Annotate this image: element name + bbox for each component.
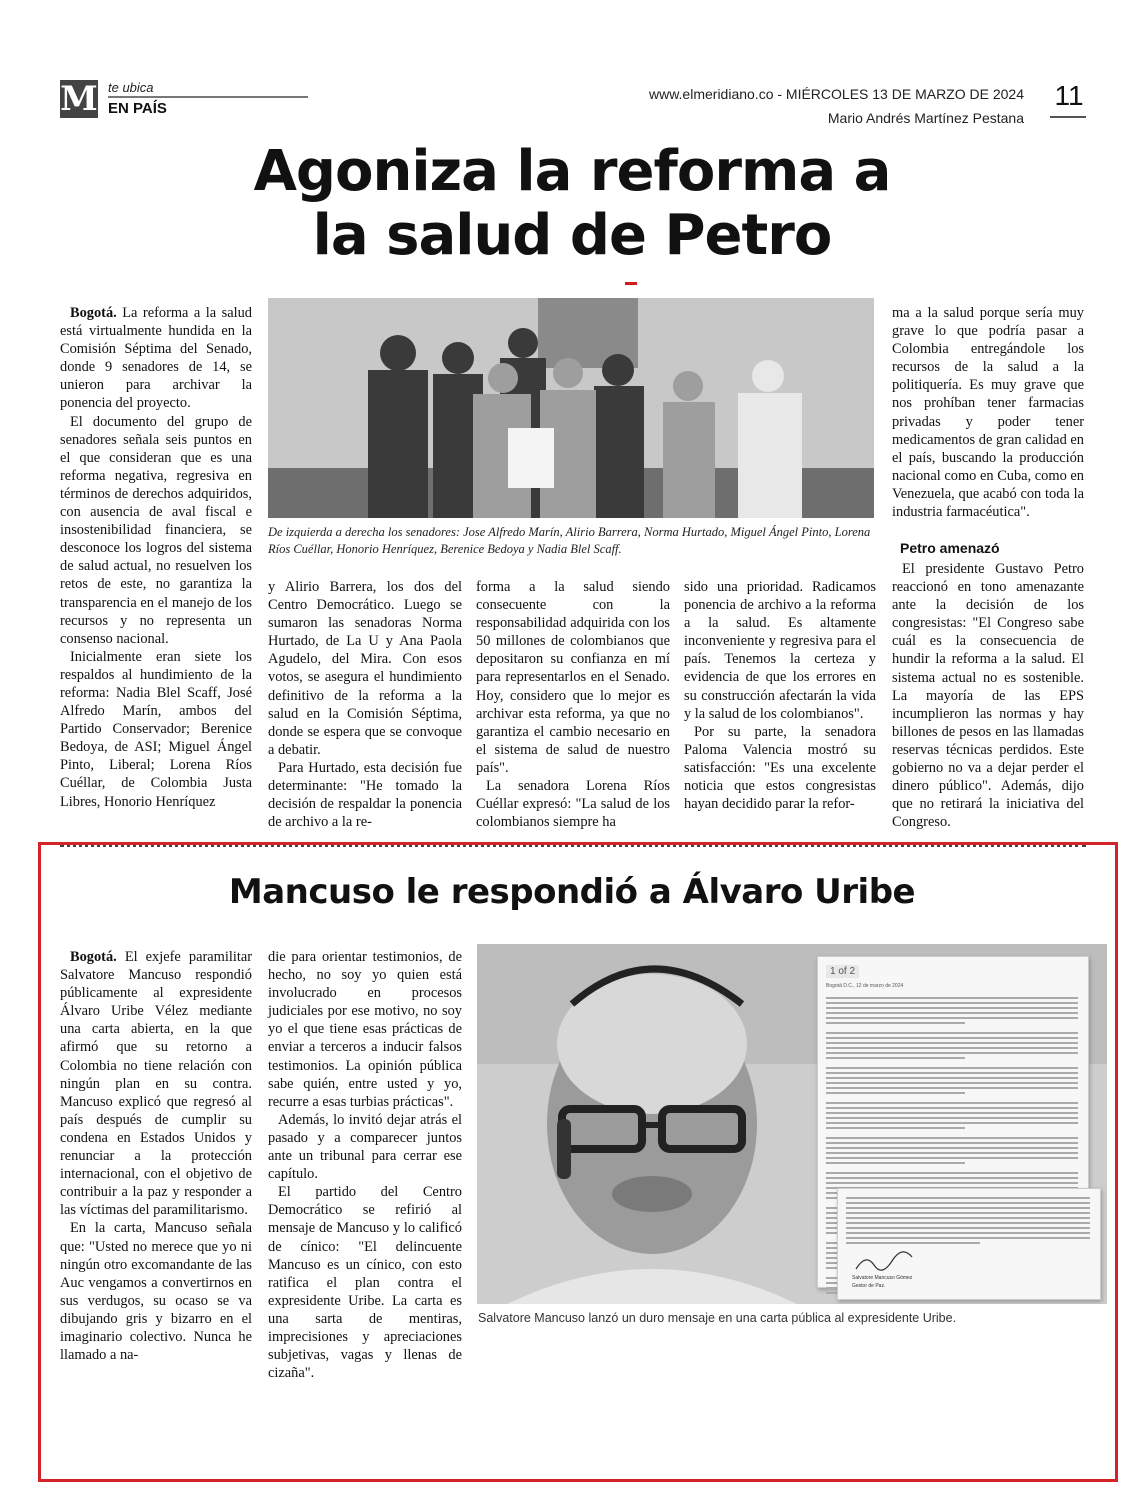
- paragraph: [476, 777, 670, 831]
- article2-column-2: [268, 948, 462, 1382]
- paragraph: [684, 723, 876, 813]
- letter-line: [826, 1142, 1078, 1144]
- letter-line: [826, 1107, 1078, 1109]
- letter-line: [826, 1152, 1078, 1154]
- letter-line: [826, 1082, 1078, 1084]
- signature-scribble: [854, 1251, 914, 1273]
- headline-line-1: Agoniza la reforma a: [253, 139, 891, 204]
- letter-signature-role: Gestor de Paz.: [852, 1283, 886, 1289]
- paragraph-text: y Alirio Barrera, los dos del Centro Democrático. Luego se sumaron las senadoras Norma Hurtado, de La U y Ana Paola Agudelo, del Mira. Con esos votos, se asegura el hundimiento definitivo de la reforma a la salud en la Comisión Séptima, donde se espera que se convoque a debatir.: [268, 579, 462, 758]
- letter-line: [826, 1002, 1078, 1004]
- mancuso-headline: Mancuso le respondió a Álvaro Uribe: [228, 872, 916, 912]
- letter-line: [826, 1102, 1078, 1104]
- dateline-lead: Bogotá.: [70, 949, 117, 965]
- paragraph-text: La reforma a la salud está virtualmente hundida en la Comisión Séptima del Senado, donde 9 senadores de 14, se unieron para archivar la ponencia del proyecto.: [60, 305, 252, 412]
- mancuso-photo: [477, 944, 1107, 1304]
- letter-line: [826, 1177, 1078, 1179]
- letter-line: [826, 1137, 1078, 1139]
- article2-column-1: [60, 948, 252, 1364]
- page-number: 11: [1054, 80, 1084, 111]
- headline-line-2: la salud de Petro: [312, 203, 832, 268]
- letter-line: [826, 1127, 965, 1129]
- letter-line: [826, 1157, 1078, 1159]
- section-name: EN PAÍS: [108, 100, 167, 117]
- letter-line: [826, 1052, 1078, 1054]
- paragraph-text: Inicialmente eran siete los respaldos al hundimiento de la reforma: Nadia Blel Scaff, José Alfredo Marín, ambos del Partido Conservador; Berenice Bedoya, de ASI; Miguel Ángel Pinto, Liberal; Lorena Ríos Cuéllar, de Colombia Justa Libres, Honorio Henríquez: [60, 648, 252, 810]
- paragraph: [268, 1183, 462, 1382]
- letter-line: [826, 1047, 1078, 1049]
- dateline-lead: Bogotá.: [70, 305, 117, 321]
- paragraph: [60, 1219, 252, 1364]
- paragraph: [892, 304, 1084, 521]
- letter-line: [826, 1122, 1078, 1124]
- letter-line: [826, 1022, 965, 1024]
- paragraph-text: El exjefe paramilitar Salvatore Mancuso respondió públicamente al expresidente Álvaro Uribe Vélez mediante una carta abierta, en la que afirmó que su retorno a Colombia no tiene relación con ningún plan en su contra. Mancuso explicó que regresó al país después de cumplir su condena en Estados Unidos y renunciar a la protección internacional, con el objetivo de contribuir a la paz y responder a las víctimas del paramilitarismo.: [60, 949, 252, 1219]
- letter-line: [846, 1207, 1090, 1209]
- letter-line: [846, 1197, 1090, 1199]
- senators-photo-image: [268, 298, 874, 518]
- letter-line: [826, 1057, 965, 1059]
- letter-line: [826, 1092, 965, 1094]
- main-headline: [120, 140, 1024, 268]
- paragraph-text: El presidente Gustavo Petro reaccionó en tono amenazante ante la decisión de los congresistas: "El Congreso sabe cuál es la consecuencia de hundir la reforma a la salud. El sistema actual no es sostenible. La mayoría de las EPS incumplieron las normas y hay billones de pesos en las llamadas reservas técnicas perdidos. Este gobierno no va a dejar perder el dinero público". Además, dijo que no retirará la iniciativa del Congreso.: [892, 561, 1084, 831]
- paragraph: [268, 948, 462, 1111]
- letter-line: [826, 1032, 1078, 1034]
- letter-line: [826, 1112, 1078, 1114]
- paragraph-text: Para Hurtado, esta decisión fue determinante: "He tomado la decisión de respaldar la ponencia de archivo a la re-: [268, 759, 462, 831]
- paragraph-text: sido una prioridad. Radicamos ponencia de archivo a la reforma a la salud. Es altamente inconveniente y regresiva para el país. Tenemos la certeza y evidencia de que los errores en su construcción afectarán la vida y la salud de los colombianos".: [684, 579, 876, 722]
- article1-column-4: [684, 578, 876, 813]
- paragraph: [60, 304, 252, 413]
- letter-line: [846, 1227, 1090, 1229]
- letter-line: [826, 1012, 1078, 1014]
- paragraph: [268, 578, 462, 759]
- letter-line: [826, 997, 1078, 999]
- mancuso-photo-caption: Salvatore Mancuso lanzó un duro mensaje en una carta pública al expresidente Uribe.: [478, 1311, 957, 1325]
- paragraph: [892, 560, 1084, 831]
- article1-column-2: [268, 578, 462, 831]
- letter-date: Bogotá D.C., 12 de marzo de 2024: [826, 983, 904, 989]
- article1-column-5-bottom: [892, 560, 1084, 831]
- letter-line: [826, 1147, 1078, 1149]
- letter-line: [826, 1117, 1078, 1119]
- subheading-petro: Petro amenazó: [900, 540, 1000, 556]
- senators-photo: [268, 298, 874, 518]
- letter-line: [826, 1077, 1078, 1079]
- page-number-rule: [1050, 116, 1086, 118]
- paragraph: [268, 1111, 462, 1183]
- letter-page-2: [837, 1188, 1101, 1300]
- paragraph: [60, 648, 252, 811]
- paragraph: [60, 948, 252, 1219]
- article1-column-5-top: [892, 304, 1084, 521]
- letter-line: [826, 1017, 1078, 1019]
- letter-line: [826, 1182, 1078, 1184]
- letter-line: [846, 1202, 1090, 1204]
- paragraph-text: La senadora Lorena Ríos Cuéllar expresó: "La salud de los colombianos siempre ha: [476, 778, 670, 831]
- article1-column-3: [476, 578, 670, 831]
- letter-line: [826, 1087, 1078, 1089]
- paragraph-text: Además, lo invitó dejar atrás el pasado y a comparecer juntos ante un tribunal para cerrar ese capítulo.: [268, 1111, 462, 1183]
- dateline: www.elmeridiano.co - MIÉRCOLES 13 DE MARZO DE 2024: [648, 86, 1024, 102]
- letter-line: [826, 1007, 1078, 1009]
- paragraph-text: forma a la salud siendo consecuente con la responsabilidad adquirida con los 50 millones de colombianos que depositaron su confianza en mí para representarlos en el Senado. Hoy, considero que lo mejor es archivar esta reforma, ya que no garantiza el cambio necesario en el sistema de salud de nuestro país".: [476, 579, 670, 776]
- letter-line: [826, 1037, 1078, 1039]
- letter-line: [846, 1217, 1090, 1219]
- paragraph-text: El documento del grupo de senadores señala seis puntos en el que consideran que es una reforma negativa, regresiva en términos de derechos adquiridos, con ausencia de aval fiscal e insostenibilidad financiera, se desconoce los logros del sistema de salud actual, no resuelven los retos de este, no garantiza la transparencia en el manejo de los recursos y no representa un consenso nacional.: [60, 413, 252, 647]
- section-kicker: te ubica: [108, 80, 154, 95]
- letter-line: [826, 1067, 1078, 1069]
- paragraph-text: En la carta, Mancuso señala que: "Usted no merece que yo ni ningún otro excomandante de las Auc vengamos a convertirnos en sus verdugos, su ocaso se va dibujando gris y bizarro en el imaginario colectivo. Nunca he llamado a na-: [60, 1220, 252, 1364]
- photo-caption: De izquierda a derecha los senadores: Jose Alfredo Marín, Alirio Barrera, Norma Hurtado, Miguel Ángel Pinto, Lorena Ríos Cuéllar, Honorio Henríquez, Berenice Bedoya y Nadia Blel Scaff.: [268, 525, 871, 556]
- paragraph: [268, 759, 462, 831]
- newspaper-logo: M: [60, 79, 98, 119]
- letter-line: [846, 1232, 1090, 1234]
- letter-page-indicator: 1 of 2: [826, 965, 859, 978]
- paragraph-text: die para orientar testimonios, de hecho, no soy yo quien está involucrado en procesos judiciales por ese motivo, no soy yo el que tiene esas prácticas de enviar a terceros a inducir falsos testimonios. La opinión pública sabe quién, entre usted y yo, recurre a esas turbias prácticas".: [268, 949, 462, 1110]
- paragraph-text: ma a la salud porque sería muy grave lo que podría pasar a Colombia entregándole los recursos de la salud a la politiquería. Es muy grave que nos prohíban tener farmacias privadas y poder tener medicamentos de gran calidad en el país, buscando la producción nacional como en Cuba, como en Venezuela, que acabó con toda la industria farmacéutica".: [892, 305, 1084, 521]
- letter-line: [826, 1162, 965, 1164]
- author-name: Mario Andrés Martínez Pestana: [827, 110, 1024, 126]
- letter-signature-name: Salvatore Mancuso Gómez: [852, 1275, 913, 1281]
- letter-line: [846, 1237, 1090, 1239]
- letter-line: [826, 1072, 1078, 1074]
- paragraph-text: Por su parte, la senadora Paloma Valencia mostró su satisfacción: "Es una excelente noticia que estos congresistas hayan decidido parar la refor-: [684, 723, 876, 813]
- paragraph: [476, 578, 670, 777]
- letter-line: [826, 1172, 1078, 1174]
- article1-column-1: [60, 304, 252, 811]
- letter-line: [846, 1222, 1090, 1224]
- headline-accent-mark: [625, 282, 637, 285]
- letter-line: [846, 1212, 1090, 1214]
- paragraph: [60, 413, 252, 648]
- letter-line: [846, 1242, 980, 1244]
- paragraph-text: El partido del Centro Democrático se refirió al mensaje de Mancuso y lo calificó de cínico: "El delincuente Mancuso es un cínico, con esto ratifica el plan contra el expresidente Uribe. La carta es una sarta de mentiras, imprecisiones y apreciaciones subjetivas, vagas y llenas de cizaña".: [268, 1184, 462, 1382]
- paragraph: [684, 578, 876, 723]
- letter-line: [826, 1042, 1078, 1044]
- section-divider: [108, 96, 308, 98]
